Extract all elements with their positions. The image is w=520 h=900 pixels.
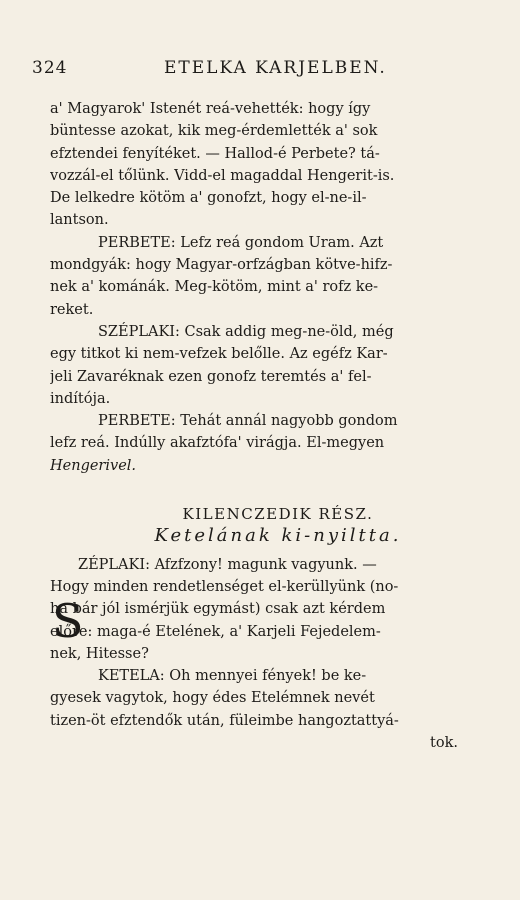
- text-line: büntesse azokat, kik meg-érdemlették a' sok: [50, 123, 378, 140]
- chapter-heading: KILENCZEDIK RÉSZ.: [182, 505, 374, 524]
- running-title: ETELKA KARJELBEN.: [164, 58, 387, 78]
- text-line: reket.: [50, 301, 94, 318]
- text-line: tok.: [430, 735, 458, 752]
- speaker-line: SZÉPLAKI: Csak addig meg-ne-öld, még: [98, 323, 394, 340]
- text-line: mondgyák: hogy Magyar-orfzágban kötve-hifz-: [50, 257, 393, 274]
- text-line: lantson.: [50, 212, 109, 229]
- text-line: gyesek vagytok, hogy édes Etelémnek nevét: [50, 690, 375, 707]
- text-line: tizen-öt efztendők után, füleimbe hangoztattyá-: [50, 712, 399, 729]
- page-body: [50, 98, 506, 754]
- text-line: egy titkot ki nem-vefzek belőlle. Az egéfz Kar-: [50, 346, 388, 363]
- page-number: 324: [32, 58, 68, 78]
- text-line: ha bár jól ismérjük egymást) csak azt kérdem: [50, 601, 386, 618]
- section-gap: [50, 477, 506, 491]
- text-line: nek, Hitesse?: [50, 645, 149, 662]
- text-line: vozzál-el tőlünk. Vidd-el magaddal Hengerit-is.: [50, 167, 395, 184]
- speaker-line: PERBETE: Tehát annál nagyobb gondom: [98, 413, 398, 430]
- text-line: lefz reá. Indúlly akafztófa' virágja. El-megyen: [50, 435, 385, 452]
- text-line: nek a' kománák. Meg-kötöm, mint a' rofz ke-: [50, 279, 379, 296]
- drop-cap: S: [52, 594, 84, 648]
- text-line: Hogy minden rendetlenséget el-kerüllyünk (no-: [50, 578, 399, 595]
- text-line: efztendei fenyítéket. — Hallod-é Perbete? tá-: [50, 145, 380, 162]
- text-line: a' Magyarok' Istenét reá-vehették: hogy így: [50, 101, 371, 117]
- text-line: jeli Zavaréknak ezen gonofz teremtés a' fel-: [50, 368, 372, 385]
- text-line: ZÉPLAKI: Afzfzony! magunk vagyunk. —: [78, 556, 377, 573]
- speaker-line: KETELA: Oh mennyei fények! be ke-: [98, 668, 367, 685]
- chapter-subtitle: Ketelának ki-nyiltta.: [154, 525, 402, 547]
- text-line: De lelkedre kötöm a' gonofzt, hogy el-ne-il-: [50, 190, 367, 207]
- speaker-line: PERBETE: Lefz reá gondom Uram. Azt: [98, 234, 384, 251]
- page-header: [32, 58, 480, 86]
- text-line: előre: maga-é Etelének, a' Karjeli Fejedelem-: [50, 623, 381, 640]
- stage-direction: Hengerivel.: [50, 457, 137, 474]
- text-line: indítója.: [50, 390, 111, 407]
